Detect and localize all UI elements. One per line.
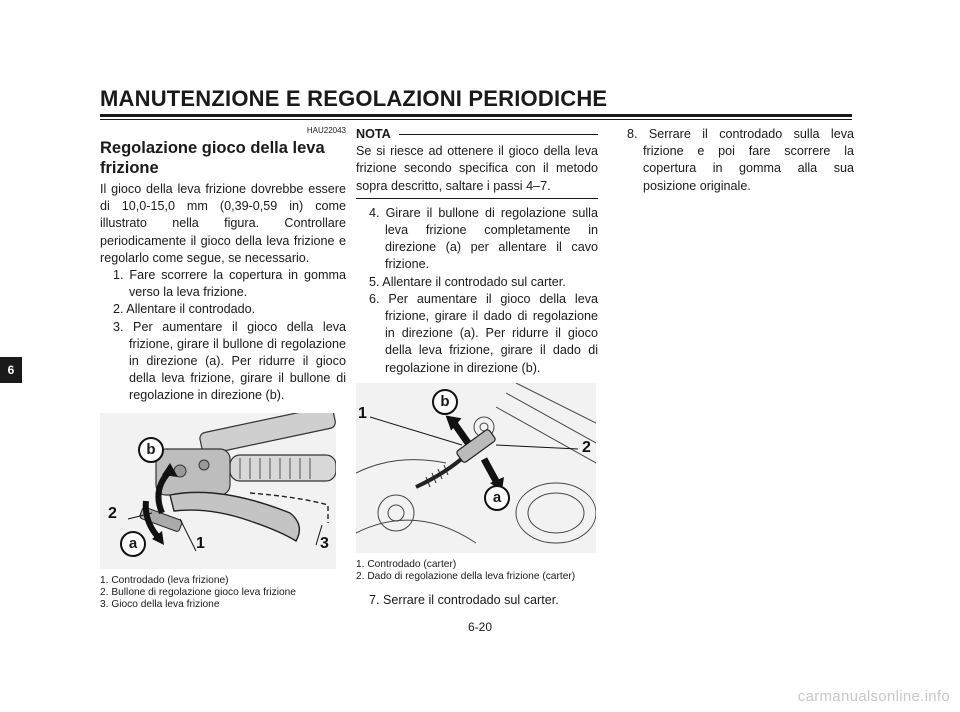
note-header xyxy=(356,126,598,143)
figure-label-a: a xyxy=(120,531,146,557)
figure-label-b: b xyxy=(432,389,458,415)
figure-label-2: 2 xyxy=(108,504,117,522)
crankcase-adjuster-illustration xyxy=(356,383,596,553)
figure-label-a: a xyxy=(484,485,510,511)
note-text: Se si riesce ad ottenere il gioco della leva frizione secondo specifica con il metodo sopra descritto, saltare i passi 4–7. xyxy=(356,144,598,193)
step-4: 4. Girare il bullone di regolazione sulla leva frizione completamente in direzione (a) per allentare il cavo frizione. xyxy=(369,205,598,272)
figure-label-b: b xyxy=(138,437,164,463)
caption-item: 1. Controdado (carter) xyxy=(356,558,457,570)
step-8: 8. Serrare il controdado sulla leva frizione e poi fare scorrere la copertura in gomma alla sua posizione originale. xyxy=(627,127,854,193)
step-6: 6. Per aumentare il gioco della leva frizione, girare il dado di regolazione in direzione (a). Per ridurre il gioco della leva frizione, girare il dado di regolazione in direzione (b). xyxy=(369,291,598,375)
figure-caption-middle xyxy=(356,559,598,584)
caption-item: 2. Dado di regolazione della leva frizione (carter) xyxy=(356,571,576,583)
column-right xyxy=(614,126,854,195)
figure-crankcase-adjuster xyxy=(356,383,596,553)
chapter-tab: 6 xyxy=(0,357,22,383)
page-title: MANUTENZIONE E REGOLAZIONI PERIODICHE xyxy=(100,86,608,111)
step-5: 5. Allentare il controdado sul carter. xyxy=(369,274,566,289)
caption-item: 2. Bullone di regolazione gioco leva frizione xyxy=(100,587,296,599)
column-left xyxy=(100,126,346,612)
caption-item: 1. Controdado (leva frizione) xyxy=(100,574,229,586)
watermark: carmanualsonline.info xyxy=(797,688,950,705)
section-code: HAU22043 xyxy=(306,126,346,135)
note-rule-bottom xyxy=(356,198,598,199)
figure-label-1: 1 xyxy=(196,534,205,552)
figure-label-2: 2 xyxy=(582,438,591,456)
note-title: NOTA xyxy=(356,127,391,141)
title-rule-thin xyxy=(100,119,852,120)
title-rule xyxy=(100,114,852,117)
intro-paragraph: Il gioco della leva frizione dovrebbe essere di 10,0-15,0 mm (0,39-0,59 in) come illustrato nella figura. Controllare periodicamente il gioco della leva frizione e regolarlo come segue, se necessario. xyxy=(100,182,346,265)
step-7: 7. Serrare il controdado sul carter. xyxy=(369,592,559,607)
figure-caption-left xyxy=(100,575,346,612)
caption-item: 3. Gioco della leva frizione xyxy=(100,599,220,611)
step-3: 3. Per aumentare il gioco della leva frizione, girare il bullone di regolazione in direzione (a). Per ridurre il gioco della leva frizione, girare il bullone di regolazione in direzione (b). xyxy=(113,319,346,403)
column-middle xyxy=(356,126,598,609)
page-number: 6-20 xyxy=(467,620,493,634)
step-1: 1. Fare scorrere la copertura in gomma verso la leva frizione. xyxy=(113,268,346,300)
note-rule-top xyxy=(399,134,598,135)
step-2: 2. Allentare il controdado. xyxy=(113,302,256,317)
section-heading: Regolazione gioco della leva frizione xyxy=(100,139,325,177)
figure-label-3: 3 xyxy=(320,534,329,552)
figure-clutch-lever xyxy=(100,413,336,569)
figure-label-1: 1 xyxy=(358,404,367,422)
